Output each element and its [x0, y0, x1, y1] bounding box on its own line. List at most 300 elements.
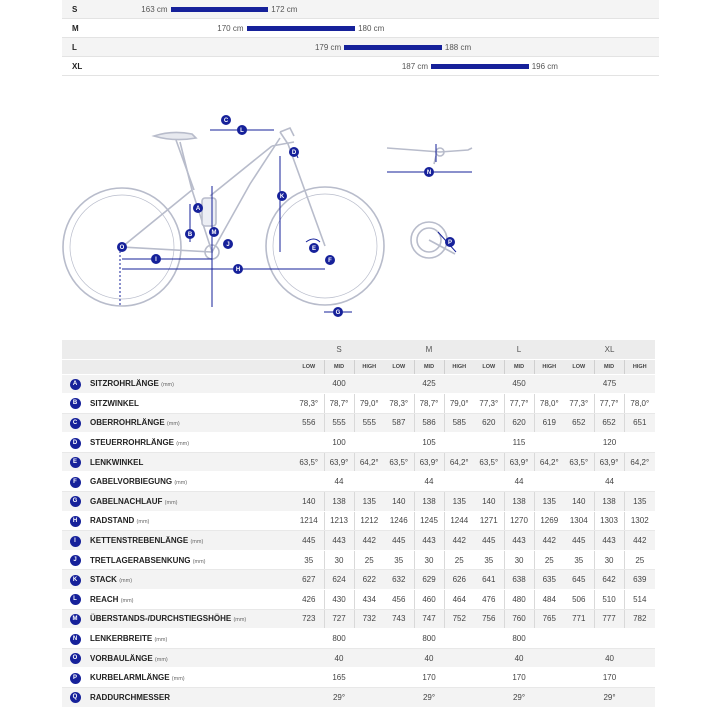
setting-value-cell: 651: [624, 413, 655, 433]
row-letter-badge: D: [70, 438, 81, 449]
table-row: [62, 472, 655, 492]
row-name: RADSTAND: [90, 516, 135, 526]
setting-value-cell: 476: [474, 590, 504, 610]
setting-value-cell: 443: [324, 531, 354, 551]
row-name-cell: [88, 413, 294, 433]
setting-value-cell: 1244: [444, 511, 474, 531]
setting-value-cell: 64,2°: [624, 452, 655, 472]
height-min: 187 cm: [401, 62, 429, 71]
row-name: LENKWINKEL: [90, 457, 144, 467]
table-row: [62, 648, 655, 668]
row-letter-cell: [62, 531, 88, 551]
row-name-cell: [88, 452, 294, 472]
setting-value-cell: 63,9°: [594, 452, 624, 472]
row-name: KURBELARMLÄNGE: [90, 673, 170, 683]
table-row: [62, 413, 655, 433]
setting-value-cell: 645: [564, 570, 594, 590]
row-name: STACK: [90, 575, 117, 585]
table-row: [62, 590, 655, 610]
label-p: [445, 237, 455, 247]
setting-value-cell: 723: [294, 609, 324, 629]
setting-value-cell: 63,5°: [474, 452, 504, 472]
row-letter-cell: [62, 688, 88, 708]
setting-value-cell: 484: [534, 590, 564, 610]
svg-text:L: L: [240, 128, 244, 134]
setting-value-cell: 587: [384, 413, 414, 433]
label-o: [117, 242, 127, 252]
setting-value-cell: 586: [414, 413, 444, 433]
svg-text:G: G: [335, 310, 341, 316]
setting-value-cell: 64,2°: [534, 452, 564, 472]
setting-value-cell: 727: [324, 609, 354, 629]
setting-value-cell: 456: [384, 590, 414, 610]
row-letter-badge: L: [70, 594, 81, 605]
row-letter-cell: [62, 570, 88, 590]
setting-value-cell: 620: [474, 413, 504, 433]
row-letter-cell: [62, 452, 88, 472]
row-name: GABELVORBIEGUNG: [90, 477, 173, 487]
setting-value-cell: 1270: [504, 511, 534, 531]
row-letter-badge: H: [70, 516, 81, 527]
height-max: 188 cm: [444, 43, 472, 52]
row-letter-cell: [62, 668, 88, 688]
row-name: SITZWINKEL: [90, 398, 139, 408]
setting-value-cell: 135: [444, 492, 474, 512]
size-value-cell: 44: [294, 472, 384, 492]
svg-text:F: F: [328, 258, 332, 264]
setting-value-cell: 63,9°: [414, 452, 444, 472]
row-letter-badge: O: [70, 653, 81, 664]
setting-value-cell: 63,5°: [294, 452, 324, 472]
setting-value-cell: 1213: [324, 511, 354, 531]
setting-column-header: LOW: [294, 359, 324, 374]
row-name-cell: [88, 609, 294, 629]
row-name-cell: [88, 648, 294, 668]
setting-value-cell: 1212: [354, 511, 384, 531]
row-unit: (mm): [154, 637, 168, 644]
row-name: RADDURCHMESSER: [90, 692, 171, 702]
row-unit: (mm): [120, 597, 134, 604]
height-range-bar: [171, 7, 269, 12]
size-column-header: L: [474, 340, 564, 359]
row-letter-cell: [62, 374, 88, 394]
height-min: 170 cm: [217, 24, 244, 33]
setting-value-cell: 1271: [474, 511, 504, 531]
size-range-row: [62, 38, 659, 57]
setting-value-cell: 480: [504, 590, 534, 610]
size-column-header: S: [294, 340, 384, 359]
setting-column-header: MID: [324, 359, 354, 374]
setting-value-cell: 77,7°: [504, 394, 534, 414]
setting-value-cell: 445: [384, 531, 414, 551]
row-name: TRETLAGERABSENKUNG: [90, 555, 191, 565]
geometry-table: [62, 340, 655, 708]
size-range-row: [62, 57, 659, 76]
setting-value-cell: 642: [594, 570, 624, 590]
row-letter-badge: F: [70, 477, 81, 488]
label-e: [309, 243, 319, 253]
setting-value-cell: 138: [594, 492, 624, 512]
table-row: [62, 492, 655, 512]
svg-text:E: E: [311, 246, 317, 252]
label-b: [185, 229, 195, 239]
setting-value-cell: 78,3°: [384, 394, 414, 414]
setting-value-cell: 556: [294, 413, 324, 433]
setting-value-cell: 445: [294, 531, 324, 551]
bike-geometry-drawing: [62, 86, 659, 322]
setting-value-cell: 1269: [534, 511, 564, 531]
setting-column-header: MID: [414, 359, 444, 374]
setting-value-cell: 620: [504, 413, 534, 433]
height-range-bar: [431, 64, 529, 69]
row-name-cell: [88, 374, 294, 394]
size-value-cell: 170: [384, 668, 474, 688]
label-i: [151, 254, 161, 264]
row-letter-cell: [62, 413, 88, 433]
size-value-cell: 44: [474, 472, 564, 492]
setting-value-cell: 445: [474, 531, 504, 551]
table-row: [62, 570, 655, 590]
height-max: 180 cm: [358, 24, 385, 33]
setting-value-cell: 30: [504, 550, 534, 570]
size-value-cell: 425: [384, 374, 474, 394]
setting-value-cell: 25: [444, 550, 474, 570]
height-max: 172 cm: [271, 5, 298, 14]
svg-text:B: B: [187, 232, 193, 238]
label-m: [209, 227, 219, 237]
size-label: M: [72, 24, 79, 33]
size-value-cell: 29°: [294, 688, 384, 708]
setting-value-cell: 627: [294, 570, 324, 590]
size-value-cell: 40: [294, 648, 384, 668]
setting-value-cell: 135: [534, 492, 564, 512]
table-row: [62, 629, 655, 649]
setting-value-cell: 35: [474, 550, 504, 570]
row-name: ÜBERSTANDS-/DURCHSTIEGSHÖHE: [90, 614, 232, 624]
table-row: [62, 433, 655, 453]
setting-value-cell: 743: [384, 609, 414, 629]
bike-frame-outline: [63, 128, 384, 306]
row-letter-badge: I: [70, 536, 81, 547]
setting-value-cell: 652: [594, 413, 624, 433]
setting-column-header: LOW: [384, 359, 414, 374]
setting-value-cell: 777: [594, 609, 624, 629]
table-row: [62, 668, 655, 688]
row-unit: (mm): [171, 676, 185, 683]
size-value-cell: 800: [384, 629, 474, 649]
svg-text:J: J: [226, 242, 230, 248]
svg-text:O: O: [119, 245, 125, 251]
dimension-labels: [117, 115, 455, 317]
setting-value-cell: 138: [414, 492, 444, 512]
setting-value-cell: 78,0°: [624, 394, 655, 414]
setting-value-cell: 1245: [414, 511, 444, 531]
row-name-cell: [88, 590, 294, 610]
setting-value-cell: 1302: [624, 511, 655, 531]
setting-value-cell: 442: [444, 531, 474, 551]
setting-column-header: HIGH: [354, 359, 384, 374]
setting-value-cell: 138: [324, 492, 354, 512]
size-value-cell: 44: [384, 472, 474, 492]
setting-value-cell: 77,3°: [564, 394, 594, 414]
row-name-cell: [88, 492, 294, 512]
row-letter-badge: Q: [70, 692, 81, 703]
size-label: XL: [72, 62, 83, 71]
size-label: L: [72, 43, 77, 52]
setting-value-cell: 25: [624, 550, 655, 570]
size-value-cell: 40: [474, 648, 564, 668]
setting-value-cell: 78,7°: [324, 394, 354, 414]
row-name-cell: [88, 433, 294, 453]
setting-column-header: HIGH: [534, 359, 564, 374]
row-letter-cell: [62, 550, 88, 570]
setting-value-cell: 460: [414, 590, 444, 610]
size-value-cell: 40: [564, 648, 655, 668]
setting-value-cell: 555: [354, 413, 384, 433]
row-unit: (mm): [233, 617, 247, 624]
table-row: [62, 550, 655, 570]
row-letter-badge: E: [70, 457, 81, 468]
svg-text:C: C: [223, 118, 229, 124]
table-row: [62, 609, 655, 629]
size-range-row: [62, 19, 659, 38]
setting-value-cell: 35: [564, 550, 594, 570]
label-h: [233, 264, 243, 274]
setting-column-header: LOW: [564, 359, 594, 374]
setting-value-cell: 765: [534, 609, 564, 629]
setting-value-cell: 626: [444, 570, 474, 590]
row-letter-badge: B: [70, 398, 81, 409]
size-label: S: [72, 5, 78, 14]
label-k: [277, 191, 287, 201]
row-letter-cell: [62, 472, 88, 492]
table-row: [62, 374, 655, 394]
size-value-cell: 29°: [384, 688, 474, 708]
row-letter-badge: N: [70, 634, 81, 645]
row-name-cell: [88, 668, 294, 688]
setting-value-cell: 510: [594, 590, 624, 610]
size-value-cell: 120: [564, 433, 655, 453]
row-unit: (mm): [190, 539, 204, 546]
setting-value-cell: 624: [324, 570, 354, 590]
row-unit: (mm): [119, 578, 133, 585]
svg-text:D: D: [291, 150, 297, 156]
setting-value-cell: 77,3°: [474, 394, 504, 414]
setting-value-cell: 79,0°: [444, 394, 474, 414]
height-range-bar: [247, 26, 356, 31]
size-value-cell: 800: [294, 629, 384, 649]
label-n: [424, 167, 434, 177]
setting-value-cell: 732: [354, 609, 384, 629]
setting-value-cell: 771: [564, 609, 594, 629]
label-l: [237, 125, 247, 135]
row-unit: (mm): [136, 519, 150, 526]
header-blank: [62, 359, 294, 374]
setting-value-cell: 752: [444, 609, 474, 629]
size-value-cell: 29°: [474, 688, 564, 708]
label-d: [289, 147, 299, 157]
setting-value-cell: 64,2°: [444, 452, 474, 472]
table-row: [62, 511, 655, 531]
setting-value-cell: 30: [414, 550, 444, 570]
setting-value-cell: 443: [594, 531, 624, 551]
svg-text:A: A: [195, 206, 201, 212]
row-name: SITZROHRLÄNGE: [90, 379, 159, 389]
row-name-cell: [88, 394, 294, 414]
svg-text:K: K: [279, 194, 285, 200]
setting-value-cell: 1304: [564, 511, 594, 531]
svg-text:H: H: [235, 267, 241, 273]
setting-value-cell: 138: [504, 492, 534, 512]
row-letter-cell: [62, 609, 88, 629]
row-letter-badge: A: [70, 379, 81, 390]
setting-value-cell: 635: [534, 570, 564, 590]
setting-value-cell: 77,7°: [594, 394, 624, 414]
size-value-cell: 800: [474, 629, 564, 649]
setting-value-cell: 622: [354, 570, 384, 590]
size-value-cell: 44: [564, 472, 655, 492]
table-row: [62, 531, 655, 551]
setting-value-cell: 585: [444, 413, 474, 433]
size-value-cell: 475: [564, 374, 655, 394]
setting-value-cell: 78,0°: [534, 394, 564, 414]
setting-value-cell: 140: [564, 492, 594, 512]
setting-value-cell: 25: [534, 550, 564, 570]
row-name-cell: [88, 550, 294, 570]
setting-value-cell: 430: [324, 590, 354, 610]
size-value-cell: [564, 629, 655, 649]
setting-value-cell: 760: [504, 609, 534, 629]
row-name-cell: [88, 472, 294, 492]
setting-value-cell: 464: [444, 590, 474, 610]
row-name: LENKERBREITE: [90, 634, 153, 644]
row-name-cell: [88, 531, 294, 551]
setting-value-cell: 140: [384, 492, 414, 512]
size-value-cell: 29°: [564, 688, 655, 708]
setting-value-cell: 78,3°: [294, 394, 324, 414]
row-letter-cell: [62, 590, 88, 610]
setting-value-cell: 1303: [594, 511, 624, 531]
row-unit: (mm): [166, 421, 180, 428]
row-letter-badge: C: [70, 418, 81, 429]
svg-text:P: P: [447, 240, 453, 246]
row-unit: (mm): [174, 480, 188, 487]
setting-column-header: MID: [504, 359, 534, 374]
row-name: REACH: [90, 594, 119, 604]
setting-value-cell: 443: [414, 531, 444, 551]
setting-value-cell: 64,2°: [354, 452, 384, 472]
label-f: [325, 255, 335, 265]
size-value-cell: 105: [384, 433, 474, 453]
row-letter-badge: M: [70, 614, 81, 625]
row-name-cell: [88, 688, 294, 708]
size-value-cell: 170: [474, 668, 564, 688]
row-name: KETTENSTREBENLÄNGE: [90, 536, 189, 546]
setting-value-cell: 652: [564, 413, 594, 433]
row-letter-badge: G: [70, 496, 81, 507]
setting-column-header: HIGH: [444, 359, 474, 374]
setting-value-cell: 756: [474, 609, 504, 629]
size-range-row: [62, 0, 659, 19]
setting-value-cell: 63,9°: [324, 452, 354, 472]
setting-value-cell: 434: [354, 590, 384, 610]
setting-value-cell: 140: [294, 492, 324, 512]
setting-value-cell: 135: [624, 492, 655, 512]
height-min: 179 cm: [314, 43, 342, 52]
setting-value-cell: 35: [384, 550, 414, 570]
row-unit: (mm): [192, 558, 206, 565]
label-a: [193, 203, 203, 213]
setting-value-cell: 135: [354, 492, 384, 512]
row-name-cell: [88, 511, 294, 531]
table-row: [62, 452, 655, 472]
size-value-cell: 165: [294, 668, 384, 688]
label-g: [333, 307, 343, 317]
setting-value-cell: 30: [594, 550, 624, 570]
row-name: STEUERROHRLÄNGE: [90, 438, 175, 448]
handlebar-detail: [387, 148, 472, 164]
header-blank: [62, 340, 294, 359]
setting-column-header: HIGH: [624, 359, 655, 374]
setting-value-cell: 63,5°: [384, 452, 414, 472]
table-row: [62, 394, 655, 414]
setting-value-cell: 555: [324, 413, 354, 433]
setting-value-cell: 445: [564, 531, 594, 551]
setting-value-cell: 442: [534, 531, 564, 551]
row-name: OBERROHRLÄNGE: [90, 418, 165, 428]
svg-text:M: M: [211, 230, 217, 236]
setting-value-cell: 747: [414, 609, 444, 629]
setting-value-cell: 30: [324, 550, 354, 570]
size-value-cell: 40: [384, 648, 474, 668]
setting-column-header: LOW: [474, 359, 504, 374]
setting-value-cell: 140: [474, 492, 504, 512]
setting-column-header: MID: [594, 359, 624, 374]
setting-value-cell: 25: [354, 550, 384, 570]
size-value-cell: 450: [474, 374, 564, 394]
row-name: GABELNACHLAUF: [90, 496, 163, 506]
setting-value-cell: 79,0°: [354, 394, 384, 414]
setting-value-cell: 443: [504, 531, 534, 551]
size-value-cell: 400: [294, 374, 384, 394]
row-letter-cell: [62, 394, 88, 414]
setting-value-cell: 442: [624, 531, 655, 551]
setting-value-cell: 1246: [384, 511, 414, 531]
setting-value-cell: 78,7°: [414, 394, 444, 414]
row-unit: (mm): [176, 441, 190, 448]
size-column-header: M: [384, 340, 474, 359]
row-letter-cell: [62, 492, 88, 512]
height-max: 196 cm: [531, 62, 558, 71]
setting-value-cell: 629: [414, 570, 444, 590]
table-row: [62, 688, 655, 708]
height-min: 163 cm: [141, 5, 168, 14]
row-letter-badge: P: [70, 673, 81, 684]
row-letter-badge: K: [70, 575, 81, 586]
label-c: [221, 115, 231, 125]
row-letter-cell: [62, 629, 88, 649]
setting-value-cell: 35: [294, 550, 324, 570]
setting-value-cell: 506: [564, 590, 594, 610]
setting-value-cell: 426: [294, 590, 324, 610]
row-name-cell: [88, 629, 294, 649]
setting-value-cell: 63,5°: [564, 452, 594, 472]
row-letter-cell: [62, 433, 88, 453]
setting-value-cell: 514: [624, 590, 655, 610]
setting-value-cell: 638: [504, 570, 534, 590]
size-range-chart: [62, 0, 659, 76]
size-value-cell: 100: [294, 433, 384, 453]
